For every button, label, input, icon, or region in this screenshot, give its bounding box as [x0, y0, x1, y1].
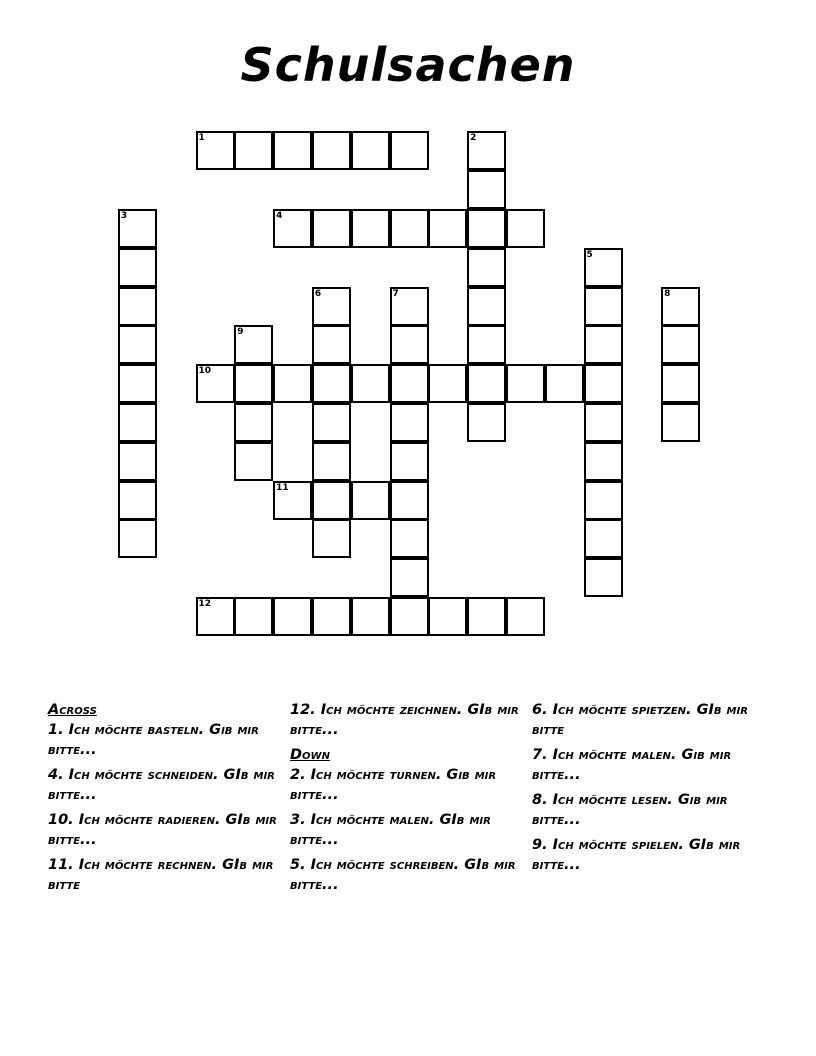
grid-cell[interactable]: [312, 209, 351, 248]
clue-down-8: 8. Ich möchte lesen. Gib mir bitte...: [532, 792, 728, 828]
clue-across-11: 11. Ich möchte rechnen. GIb mir bitte: [48, 857, 274, 893]
grid-cell[interactable]: [506, 209, 545, 248]
grid-cell[interactable]: [312, 442, 351, 481]
grid-cell[interactable]: [351, 209, 390, 248]
grid-cell[interactable]: [467, 248, 506, 287]
grid-cell[interactable]: [428, 597, 467, 636]
grid-cell[interactable]: [312, 287, 351, 326]
grid-cell[interactable]: [234, 325, 273, 364]
grid-cell[interactable]: [273, 597, 312, 636]
grid-cell[interactable]: [467, 325, 506, 364]
clue-number: 11: [276, 482, 289, 493]
clue-across-4: 4. Ich möchte schneiden. GIb mir bitte...: [48, 767, 275, 803]
grid-cell[interactable]: [118, 519, 157, 558]
grid-cell[interactable]: [390, 558, 429, 597]
clue-number: 10: [198, 366, 212, 377]
grid-cell[interactable]: [584, 442, 623, 481]
grid-cell[interactable]: [661, 403, 700, 442]
clue-number: 4: [276, 211, 283, 221]
grid-cell[interactable]: [118, 248, 157, 287]
across-heading: Across: [48, 702, 97, 718]
grid-cell[interactable]: [545, 364, 584, 403]
grid-cell[interactable]: [196, 597, 235, 636]
grid-cell[interactable]: [351, 131, 390, 170]
grid-cell[interactable]: [273, 481, 312, 520]
grid-cell[interactable]: [661, 325, 700, 364]
grid-cell[interactable]: [584, 481, 623, 520]
clue-number: 8: [664, 288, 671, 299]
grid-cell[interactable]: [584, 248, 623, 287]
grid-cell[interactable]: [312, 325, 351, 364]
clue-number: 6: [314, 288, 322, 299]
grid-cell[interactable]: [506, 597, 545, 636]
grid-cell[interactable]: [390, 481, 429, 520]
grid-cell[interactable]: [351, 481, 390, 520]
down-heading: Down: [290, 747, 330, 763]
grid-cell[interactable]: [312, 403, 351, 442]
grid-cell[interactable]: [312, 519, 351, 558]
grid-cell[interactable]: [234, 597, 273, 636]
clue-number: 5: [586, 249, 593, 260]
grid-cell[interactable]: [234, 131, 273, 170]
grid-cell[interactable]: [312, 597, 351, 636]
grid-cell[interactable]: [118, 364, 157, 403]
grid-cell[interactable]: [390, 287, 429, 326]
clue-down-2: 2. Ich möchte turnen. Gib mir bitte...: [290, 767, 497, 803]
clue-across-1: 1. Ich möchte basteln. Gib mir bitte...: [48, 722, 259, 758]
grid-cell[interactable]: [467, 403, 506, 442]
grid-cell[interactable]: [196, 131, 235, 170]
clues-column-3: [532, 700, 772, 880]
grid-cell[interactable]: [118, 403, 157, 442]
grid-cell[interactable]: [273, 364, 312, 403]
grid-cell[interactable]: [196, 364, 235, 403]
grid-cell[interactable]: [390, 597, 429, 636]
page-title: Schulsachen: [240, 38, 576, 92]
grid-cell[interactable]: [118, 209, 157, 248]
grid-cell[interactable]: [312, 131, 351, 170]
grid-cell[interactable]: [118, 287, 157, 326]
grid-cell[interactable]: [273, 131, 312, 170]
clue-number: 2: [470, 133, 477, 144]
clue-down-7: 7. Ich möchte malen. Gib mir bitte...: [532, 747, 732, 783]
grid-cell[interactable]: [234, 442, 273, 481]
clues-column-1: [48, 700, 280, 900]
grid-cell[interactable]: [584, 325, 623, 364]
grid-cell[interactable]: [390, 364, 429, 403]
grid-cell[interactable]: [390, 325, 429, 364]
grid-cell[interactable]: [661, 364, 700, 403]
grid-cell[interactable]: [467, 364, 506, 403]
grid-cell[interactable]: [351, 597, 390, 636]
clue-down-5: 5. Ich möchte schreiben. GIb mir bitte...: [290, 857, 516, 893]
grid-cell[interactable]: [390, 209, 429, 248]
clue-number: 9: [237, 327, 244, 338]
grid-cell[interactable]: [118, 442, 157, 481]
clue-number: 7: [392, 288, 399, 299]
clue-number: 3: [120, 211, 128, 221]
grid-cell[interactable]: [584, 403, 623, 442]
clue-down-6: 6. Ich möchte spietzen. GIb mir bitte: [532, 702, 748, 738]
grid-cell[interactable]: [234, 364, 273, 403]
clue-number: 1: [198, 133, 205, 144]
grid-cell[interactable]: [467, 209, 506, 248]
grid-cell[interactable]: [584, 364, 623, 403]
clue-across-10: 10. Ich möchte radieren. GIb mir bitte...: [48, 812, 277, 848]
grid-cell[interactable]: [312, 481, 351, 520]
clue-down-9: 9. Ich möchte spielen. GIb mir bitte...: [532, 837, 741, 873]
grid-cell[interactable]: [467, 597, 506, 636]
grid-cell[interactable]: [273, 209, 312, 248]
grid-cell[interactable]: [234, 403, 273, 442]
grid-cell[interactable]: [661, 287, 700, 326]
grid-cell[interactable]: [390, 442, 429, 481]
grid-cell[interactable]: [467, 170, 506, 209]
grid-cell[interactable]: [584, 558, 623, 597]
grid-cell[interactable]: [118, 325, 157, 364]
grid-cell[interactable]: [467, 287, 506, 326]
clue-across-12: 12. Ich möchte zeichnen. GIb mir bitte...: [290, 702, 519, 738]
grid-cell[interactable]: [390, 403, 429, 442]
clue-number: 12: [198, 599, 212, 609]
grid-cell[interactable]: [584, 287, 623, 326]
grid-cell[interactable]: [428, 209, 467, 248]
grid-cell[interactable]: [428, 364, 467, 403]
grid-cell[interactable]: [312, 364, 351, 403]
grid-cell[interactable]: [506, 364, 545, 403]
grid-cell[interactable]: [351, 364, 390, 403]
grid-cell[interactable]: [584, 519, 623, 558]
clue-down-3: 3. Ich möchte malen. GIb mir bitte...: [290, 812, 491, 848]
grid-cell[interactable]: [390, 519, 429, 558]
grid-cell[interactable]: [467, 131, 506, 170]
grid-cell[interactable]: [390, 131, 429, 170]
clues-column-2: [290, 700, 522, 900]
grid-cell[interactable]: [118, 481, 157, 520]
